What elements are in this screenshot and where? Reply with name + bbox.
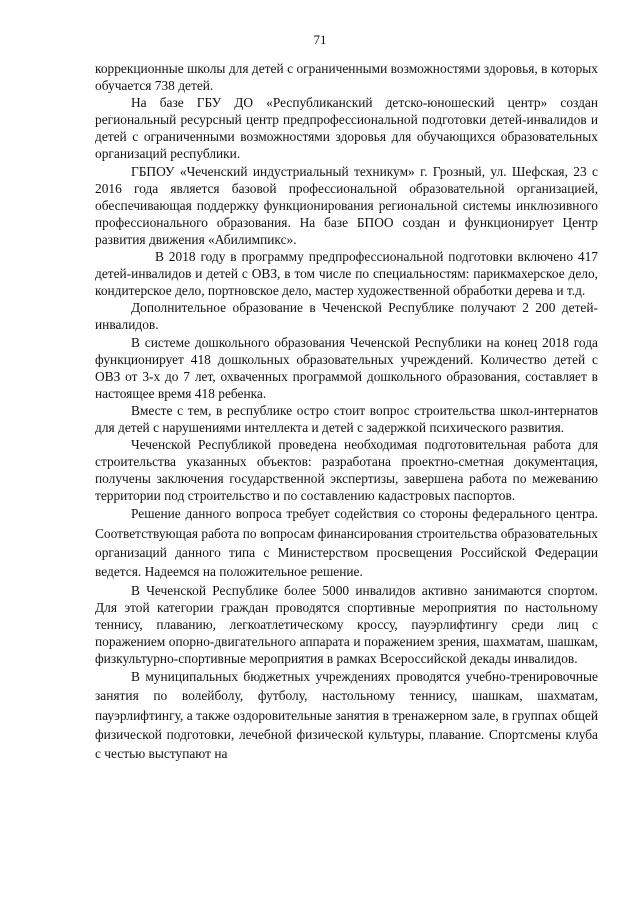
paragraph: В 2018 году в программу предпрофессиональной подготовки включено 417 детей-инвалидов и детей с ОВЗ, в том числе по специальностям: парикмахерское дело, кондитерское дело, портновское дело, мастер художественной обработки дерева и т.д. [95, 249, 598, 299]
paragraph: ГБПОУ «Чеченский индустриальный техникум» г. Грозный, ул. Шефская, 23 с 2016 года является базовой профессиональной образовательной организацией, обеспечивающая поддержку функционирования региональной системы инклюзивного профессионального образования. На базе БПОО создан и функционирует Центр развития движения «Абилимпикс». [95, 163, 598, 247]
document-body [95, 60, 598, 764]
page-number: 71 [313, 32, 327, 47]
paragraph: Вместе с тем, в республике остро стоит вопрос строительства школ-интернатов для детей с нарушениями интеллекта и детей с задержкой психического развития. [95, 402, 598, 435]
paragraph: В системе дошкольного образования Чеченской Республики на конец 2018 года функционирует 418 дошкольных образовательных учреждений. Количество детей с ОВЗ от 3-х до 7 лет, охваченных программой дошкольного образования, составляет в настоящее время 418 ребенка. [95, 334, 598, 401]
paragraph: Дополнительное образование в Чеченской Республике получают 2 200 детей-инвалидов. [95, 300, 598, 333]
paragraph: коррекционные школы для детей с ограниченными возможностями здоровья, в которых обучается 738 детей. [95, 61, 598, 94]
paragraph: Чеченской Республикой проведена необходимая подготовительная работа для строительства указанных объектов: разработана проектно-сметная документация, получены заключения государственной экспертизы, завершена работа по межеванию территории под строительство и по составлению кадастровых паспортов. [95, 437, 598, 504]
paragraph: В Чеченской Республике более 5000 инвалидов активно занимаются спортом. Для этой категории граждан проводятся спортивные мероприятия по настольному теннису, плаванию, легкоатлетическому кроссу, пауэрлифтингу среди лиц с поражением опорно-двигательного аппарата и поражением зрения, шахматам, шашкам, физкультурно-спортивные мероприятия в рамках Всероссийской декады инвалидов. [95, 582, 598, 666]
paragraph: Решение данного вопроса требует содействия со стороны федерального центра. Соответствующая работа по вопросам финансирования строительства образовательных организаций данного типа с Министерством просвещения Российской Федерации ведется. Надеемся на положительное решение. [95, 506, 598, 580]
paragraph: На базе ГБУ ДО «Республиканский детско-юношеский центр» создан региональный ресурсный центр предпрофессиональной подготовки детей-инвалидов и детей с ограниченными возможностями здоровья для обучающихся образовательных организаций республики. [95, 95, 598, 162]
paragraph: В муниципальных бюджетных учреждениях проводятся учебно-тренировочные занятия по волейболу, футболу, настольному теннису, шашкам, шахматам, пауэрлифтингу, а также оздоровительные занятия в тренажерном зале, в группах общей физической подготовки, лечебной физической культуры, плавание. Спортсмены клуба с честью выступают на [95, 669, 598, 762]
